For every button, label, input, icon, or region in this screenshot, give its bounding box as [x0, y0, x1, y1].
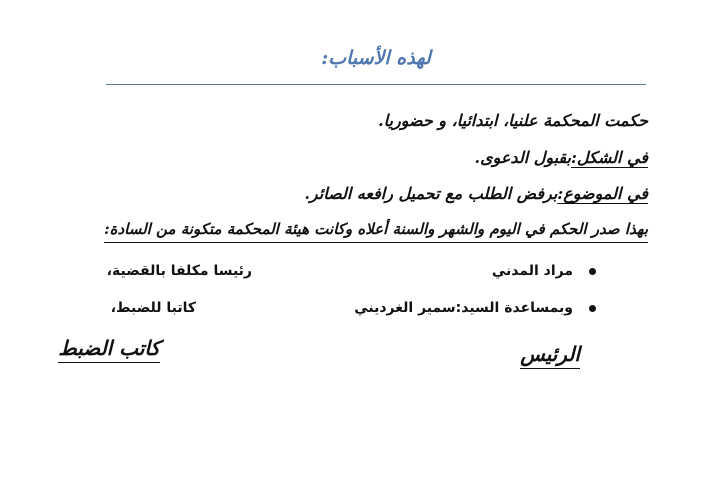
heading-section [106, 40, 646, 85]
member-item [492, 261, 596, 281]
clerk-signature-label: كاتب الضبط [58, 334, 160, 363]
subject-label: في الموضوع: [557, 184, 648, 203]
subject-text: برفض الطلب مع تحميل رافعه الصائر. [304, 184, 558, 203]
member-role: كاتبا للضبط، [110, 300, 196, 316]
member-name: وبمساعدة السيد:سمير الغرديني [354, 300, 573, 316]
member-role: رئيسا مكلفا بالقضية، [106, 263, 252, 279]
ruling-line: حكمت المحكمة علنيا، ابتدائيا، و حضوريا. [378, 111, 648, 130]
subject-line [304, 183, 648, 205]
bullet-icon [589, 305, 596, 312]
member-name: مراد المدني [491, 263, 573, 279]
form-line [475, 147, 648, 169]
president-signature-label: الرئيس [520, 340, 580, 369]
panel-statement: بهذا صدر الحكم في اليوم والشهر والسنة أعلاه وكانت هيئة المحكمة متكونة من السادة: [104, 218, 648, 243]
bullet-icon [589, 268, 596, 275]
reasons-heading: لهذه الأسباب: [321, 47, 431, 69]
member-item [354, 298, 596, 318]
form-text: بقبول الدعوى. [474, 148, 571, 167]
form-label: في الشكل: [570, 148, 648, 167]
